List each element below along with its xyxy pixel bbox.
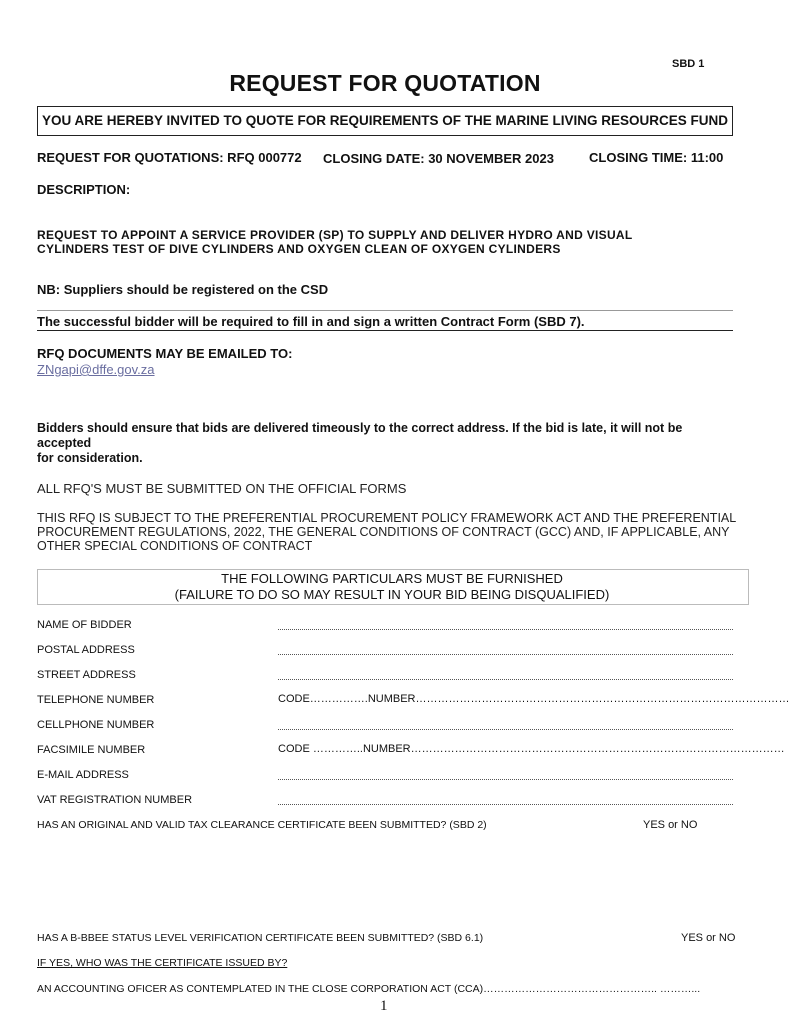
page-number: 1 — [380, 998, 388, 1014]
vat-number-field[interactable] — [278, 803, 733, 805]
description-line-1: REQUEST TO APPOINT A SERVICE PROVIDER (SP) TO SUPPLY AND DELIVER HYDRO AND VISUAL — [37, 228, 633, 242]
description-heading: DESCRIPTION: — [37, 182, 131, 197]
postal-address-field[interactable] — [278, 653, 733, 655]
certificate-issuer-question: IF YES, WHO WAS THE CERTIFICATE ISSUED BY? — [37, 957, 288, 969]
bbbee-answer[interactable]: YES or NO — [681, 932, 736, 944]
description-text — [37, 228, 717, 256]
email-heading: RFQ DOCUMENTS MAY BE EMAILED TO: — [37, 346, 293, 361]
closing-time: CLOSING TIME: 11:00 — [589, 150, 724, 165]
invitation-box — [37, 106, 733, 136]
name-of-bidder-label: NAME OF BIDDER — [37, 619, 132, 631]
particulars-heading: THE FOLLOWING PARTICULARS MUST BE FURNISHED — [221, 571, 563, 586]
closing-date: CLOSING DATE: 30 NOVEMBER 2023 — [323, 151, 554, 166]
regulations-line-1: THIS RFQ IS SUBJECT TO THE PREFERENTIAL PROCUREMENT POLICY FRAMEWORK ACT AND THE PREFERENTIAL — [37, 511, 737, 525]
regulations-line-3: OTHER SPECIAL CONDITIONS OF CONTRACT — [37, 539, 313, 553]
contract-note: The successful bidder will be required to fill in and sign a written Contract Form (SBD 7). — [37, 314, 585, 329]
email-address-field[interactable] — [278, 778, 733, 780]
description-line-2: CYLINDERS TEST OF DIVE CYLINDERS AND OXYGEN CLEAN OF OXYGEN CYLINDERS — [37, 242, 561, 256]
bbbee-question: HAS A B-BBEE STATUS LEVEL VERIFICATION CERTIFICATE BEEN SUBMITTED? (SBD 6.1) — [37, 932, 484, 944]
regulations-line-2: PROCUREMENT REGULATIONS, 2022, THE GENERAL CONDITIONS OF CONTRACT (GCC) AND, IF APPLICABLE, ANY — [37, 525, 730, 539]
page-title: REQUEST FOR QUOTATION — [229, 70, 541, 96]
cellphone-label: CELLPHONE NUMBER — [37, 719, 155, 731]
vat-number-label: VAT REGISTRATION NUMBER — [37, 794, 193, 806]
divider — [37, 310, 733, 311]
tax-clearance-question: HAS AN ORIGINAL AND VALID TAX CLEARANCE CERTIFICATE BEEN SUBMITTED? (SBD 2) — [37, 819, 487, 831]
street-address-field[interactable] — [278, 678, 733, 680]
late-bid-notice — [37, 421, 737, 466]
contract-underline — [37, 330, 733, 331]
postal-address-label: POSTAL ADDRESS — [37, 644, 135, 656]
particulars-warning: (FAILURE TO DO SO MAY RESULT IN YOUR BID BEING DISQUALIFIED) — [174, 587, 610, 602]
official-forms-note: ALL RFQ'S MUST BE SUBMITTED ON THE OFFICIAL FORMS — [37, 481, 407, 496]
cca-option[interactable]: AN ACCOUNTING OFICER AS CONTEMPLATED IN THE CLOSE CORPORATION ACT (CCA)………………………………………….. ………... — [37, 983, 701, 995]
rfq-number: REQUEST FOR QUOTATIONS: RFQ 000772 — [37, 150, 302, 165]
invitation-text: YOU ARE HEREBY INVITED TO QUOTE FOR REQUIREMENTS OF THE MARINE LIVING RESOURCES FUND — [41, 113, 729, 128]
facsimile-label: FACSIMILE NUMBER — [37, 744, 146, 756]
late-bid-line-1: Bidders should ensure that bids are delivered timeously to the correct address. If the bid is late, it will not be accepted — [37, 421, 683, 450]
telephone-label: TELEPHONE NUMBER — [37, 694, 155, 706]
name-of-bidder-field[interactable] — [278, 628, 733, 630]
csd-note: NB: Suppliers should be registered on the CSD — [37, 282, 329, 297]
telephone-field[interactable]: CODE…………….NUMBER………………………………………………………………………………………… — [278, 693, 790, 705]
email-link[interactable]: ZNgapi@dffe.gov.za — [37, 362, 155, 377]
facsimile-field[interactable]: CODE …………..NUMBER………………………………………………………………………………………… — [278, 743, 785, 755]
email-address-label: E-MAIL ADDRESS — [37, 769, 129, 781]
late-bid-line-2: for consideration. — [37, 451, 143, 465]
cellphone-field[interactable] — [278, 728, 733, 730]
form-code: SBD 1 — [672, 58, 705, 70]
regulations-note — [37, 511, 741, 553]
street-address-label: STREET ADDRESS — [37, 669, 136, 681]
tax-clearance-answer[interactable]: YES or NO — [643, 819, 698, 831]
